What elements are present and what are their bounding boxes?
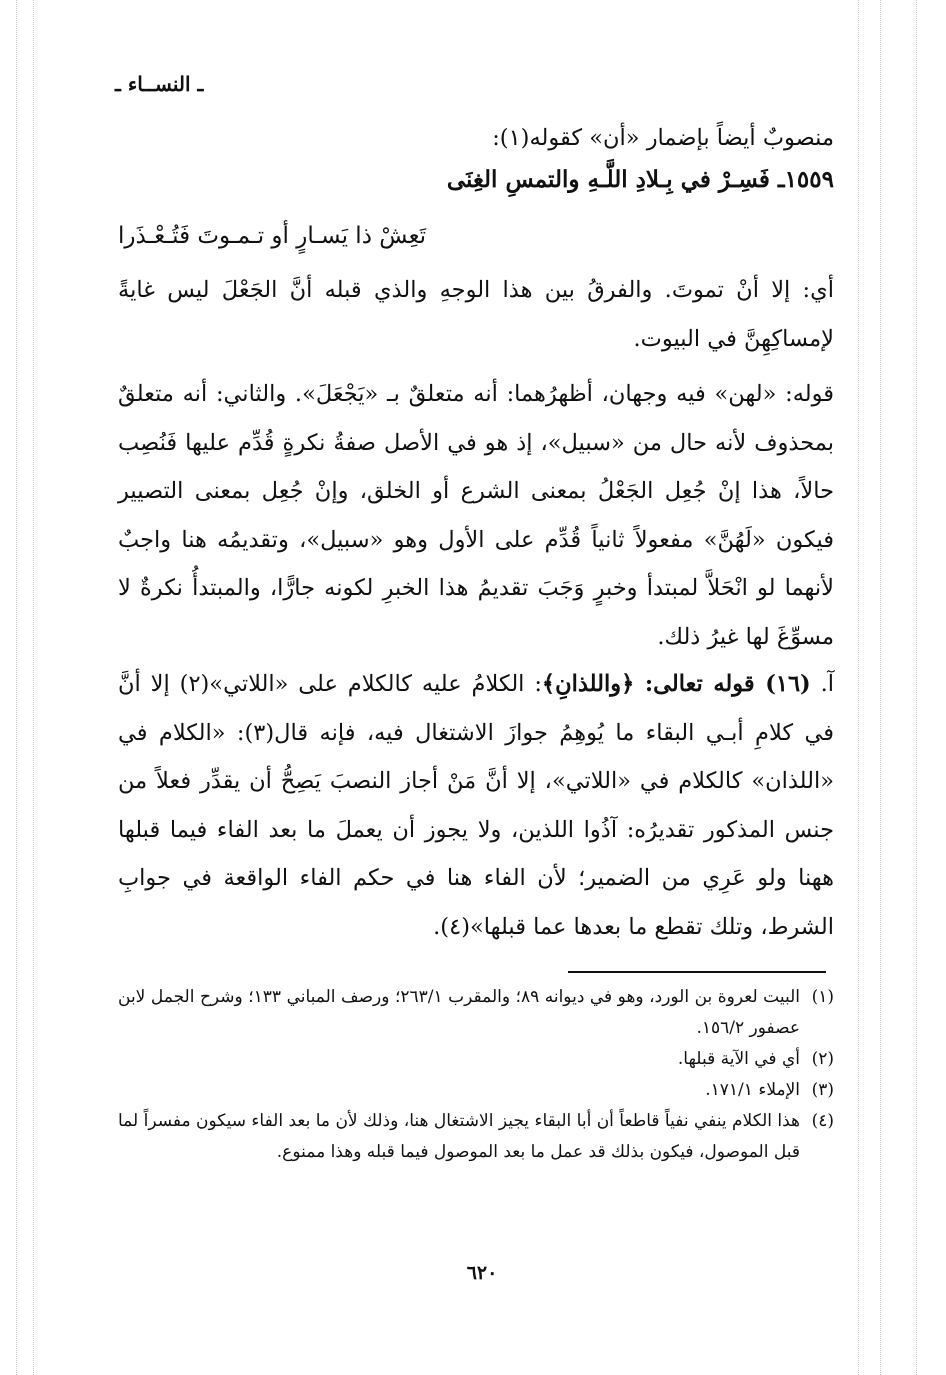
- intro-text: منصوبٌ أيضاً بإضمار «أن» كقوله(١):: [492, 125, 834, 151]
- footnote-1: [118, 982, 834, 1044]
- poem-verse-first-hemistich: ١٥٥٩ـ فَسِـرْ في بِـلادِ اللَّـهِ والتمسِ الغِنَى: [446, 166, 834, 193]
- footnote-number: (٤): [811, 1111, 834, 1131]
- paragraph-ai-text: أي: إلا أنْ تموتَ. والفرقُ بين هذا الوجهِ والذي قبله أنَّ الجَعْلَ ليس غايةً لإمساكِهِنَّ في البيوت.: [118, 277, 834, 352]
- footnote-4: [118, 1106, 834, 1168]
- intro-line: [118, 114, 834, 163]
- running-header: ـ النســاء ـ: [115, 72, 204, 96]
- scan-dotted-line: [880, 0, 881, 1375]
- scan-dotted-line: [916, 0, 917, 1375]
- scan-dotted-line: [33, 0, 34, 1375]
- scan-dotted-line: [858, 0, 859, 1375]
- paragraph-explanation: [118, 266, 834, 363]
- paragraph-verse-16-text: [118, 660, 834, 951]
- page-number: ٦٢٠: [466, 1262, 498, 1284]
- paragraph-verse-16: [118, 660, 834, 951]
- verse-16-body: : الكلامُ عليه كالكلام على «اللاتي»(٢) إلا أنَّ في كلامِ أبـي البقاء ما يُوهِمُ جوازَ الاشتغال فيه، فإنه قال(٣): «الكلام في «اللذان» كالكلام في «اللاتي»، إلا أنَّ مَنْ أجاز النصبَ يَصِحُّ أن يقدِّر فعلاً من جنس المذكور تقديرُه: آذُوا اللذين، ولا يجوز أن يعملَ ما بعد الفاء فيما قبلها ههنا ولو عَرِي من الضمير؛ لأن الفاء هنا في حكم الفاء الواقعة في جوابِ الشرط، وتلك تقطع ما بعدها عما قبلها»(٤).: [118, 671, 834, 940]
- verse-16-heading: (١٦) قوله تعالى: ﴿واللذانِ﴾: [541, 671, 811, 697]
- footnote-text: أي في الآية قبلها.: [677, 1049, 800, 1069]
- footnote-3: [118, 1075, 834, 1106]
- paragraph-qawluh-text: قوله: «لهن» فيه وجهان، أظهرُهما: أنه متعلقٌ بـ «يَجْعَلَ». والثاني: أنه متعلقٌ بمحذوف لأنه حال من «سبيل»، إذ هو في الأصل صفةُ نكرةٍ قُدِّم عليها فَنُصِب حالاً، هذا إنْ جُعِل الجَعْلُ بمعنى الشرع أو الخلق، وإنْ جُعِل بمعنى التصيير فيكون «لَهُنَّ» مفعولاً ثانياً قُدِّم على الأول وهو «سبيل»، وتقديمُه هنا واجبٌ لأنهما لو انْحَلاَّ لمبتدأ وخبرٍ وَجَبَ تقديمُ هذا الخبرِ لكونه جارًّا، والمبتدأُ نكرةٌ لا مسوِّغَ لها غيرُ ذلك.: [118, 381, 834, 650]
- footnote-text: هذا الكلام ينفي نفياً قاطعاً أن أبا البقاء يجيز الاشتغال هنا، وذلك لأن ما بعد الفاء سيكون مفسراً لما قبل الموصول، فيكون بذلك قد عمل ما بعد الموصول فيما قبله وهذا ممنوع.: [118, 1111, 800, 1162]
- scan-dotted-line: [16, 0, 17, 1375]
- paragraph-qawluh: [118, 370, 834, 661]
- footnote-text: البيت لعروة بن الورد، وهو في ديوانه ٨٩؛ والمقرب ٢٦٣/١؛ ورصف المباني ١٣٣؛ وشرح الجمل لابن عصفور ١٥٦/٢.: [118, 987, 800, 1038]
- footnote-2: [118, 1044, 834, 1075]
- footnote-number: (١): [811, 987, 834, 1007]
- footnote-divider: [568, 971, 826, 973]
- footnote-number: (٢): [811, 1049, 834, 1069]
- footnotes: [118, 982, 834, 1168]
- footnote-text: الإملاء ١٧١/١.: [705, 1080, 800, 1100]
- poem-verse-second-hemistich: تَعِشْ ذا يَسـارٍ أو تـمـوتَ فَتُـعْـذَرا: [118, 223, 427, 249]
- verse-16-prefix: آ.: [810, 671, 834, 697]
- footnote-number: (٣): [811, 1080, 834, 1100]
